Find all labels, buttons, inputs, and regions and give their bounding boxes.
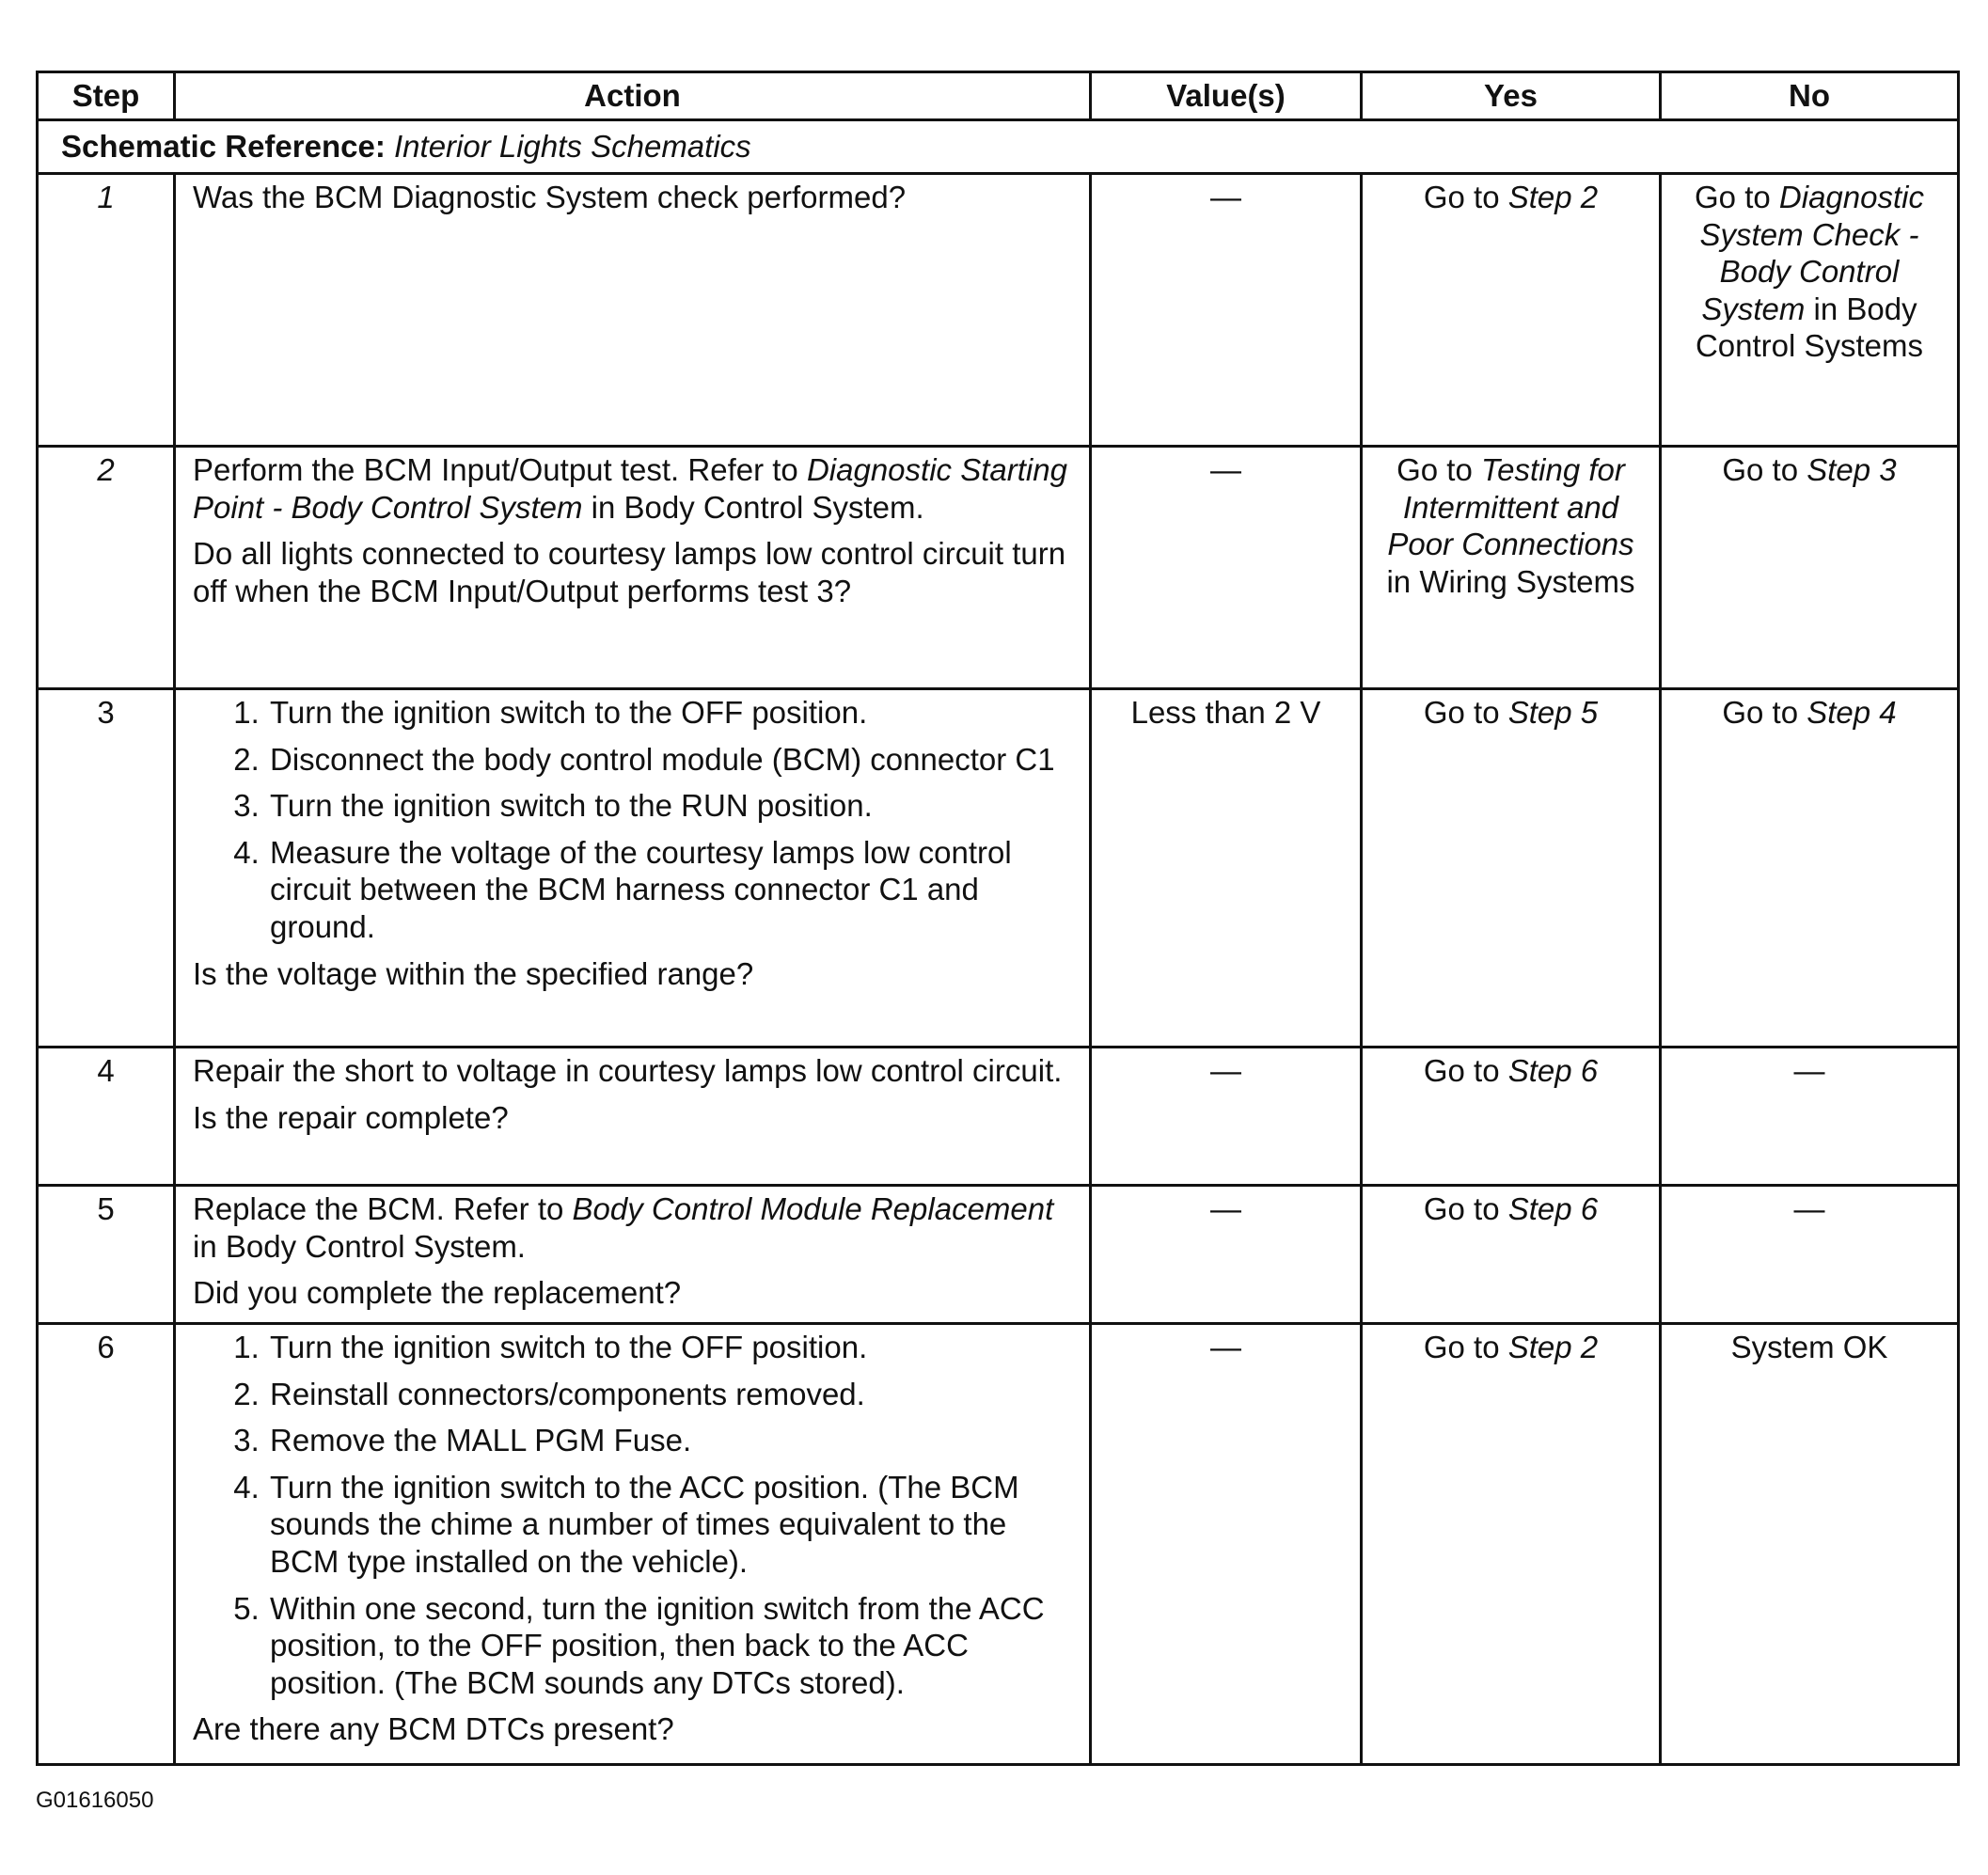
action-question: Is the voltage within the specified range? [193, 955, 754, 991]
step-number: 5 [38, 1186, 175, 1324]
action-question: Do all lights connected to courtesy lamps low control circuit turn off when the BCM Input/Output performs test 3? [193, 536, 1066, 608]
no-cell: — [1661, 1048, 1959, 1186]
yes-prefix: Go to [1396, 452, 1481, 487]
yes-cell [1362, 689, 1661, 1048]
step-number: 6 [38, 1324, 175, 1765]
schematic-reference [38, 120, 1959, 174]
action-link[interactable]: Diagnostic Starting Point - Body Control System [193, 452, 1067, 525]
list-item: 4. Turn the ignition switch to the ACC position. (The BCM sounds the chime a number of times equivalent to the BCM type installed on the vehicle). [268, 1469, 1072, 1581]
yes-prefix: Go to [1423, 1191, 1508, 1226]
yes-prefix: Go to [1423, 1053, 1508, 1088]
action-cell [175, 1186, 1091, 1324]
yes-suffix: in Wiring Systems [1386, 563, 1635, 599]
no-cell [1661, 689, 1959, 1048]
yes-cell [1362, 1324, 1661, 1765]
action-cell [175, 689, 1091, 1048]
header-values: Value(s) [1091, 72, 1362, 120]
table-row [38, 174, 1959, 447]
yes-cell [1362, 1048, 1661, 1186]
yes-prefix: Go to [1423, 695, 1508, 730]
action-steps-list [193, 694, 1072, 946]
value-cell: — [1091, 1186, 1362, 1324]
yes-link[interactable]: Step 2 [1507, 1330, 1599, 1364]
action-prefix: Perform the BCM Input/Output test. Refer to [193, 452, 807, 487]
value-cell: — [1091, 1324, 1362, 1765]
no-prefix: Go to [1722, 695, 1807, 730]
action-text [193, 451, 1072, 526]
action-cell [175, 447, 1091, 689]
yes-link[interactable]: Step 5 [1507, 695, 1599, 730]
header-no: No [1661, 72, 1959, 120]
yes-link[interactable]: Step 6 [1507, 1053, 1599, 1088]
no-cell [1661, 174, 1959, 447]
list-item: 4. Measure the voltage of the courtesy lamps low control circuit between the BCM harness connector C1 and ground. [268, 834, 1072, 946]
yes-prefix: Go to [1423, 180, 1508, 214]
diagnostic-table [36, 71, 1960, 1766]
yes-link[interactable]: Step 2 [1507, 180, 1599, 214]
schematic-reference-row [38, 120, 1959, 174]
action-text: Repair the short to voltage in courtesy lamps low control circuit. [193, 1053, 1063, 1088]
header-action: Action [175, 72, 1091, 120]
no-cell: — [1661, 1186, 1959, 1324]
action-cell [175, 1324, 1091, 1765]
value-cell: — [1091, 447, 1362, 689]
yes-link[interactable]: Testing for Intermittent and Poor Connections [1387, 452, 1634, 562]
action-text: Was the BCM Diagnostic System check performed? [193, 180, 907, 214]
no-prefix: Go to [1695, 180, 1779, 214]
step-number: 3 [38, 689, 175, 1048]
action-suffix: in Body Control System. [193, 1228, 526, 1264]
yes-cell [1362, 174, 1661, 447]
value-cell: Less than 2 V [1091, 689, 1362, 1048]
step-number: 1 [38, 174, 175, 447]
list-item: 1. Turn the ignition switch to the OFF position. [268, 694, 1072, 732]
list-item: 3. Remove the MALL PGM Fuse. [268, 1422, 1072, 1459]
yes-cell [1362, 1186, 1661, 1324]
table-row [38, 1048, 1959, 1186]
value-cell: — [1091, 174, 1362, 447]
schematic-link[interactable]: Interior Lights Schematics [394, 129, 751, 165]
table-row [38, 689, 1959, 1048]
action-question: Is the repair complete? [193, 1099, 509, 1135]
list-item: 5. Within one second, turn the ignition switch from the ACC position, to the OFF position, then back to the ACC position. (The BCM sounds any DTCs stored). [268, 1590, 1072, 1702]
yes-link[interactable]: Step 6 [1507, 1191, 1599, 1226]
action-link[interactable]: Body Control Module Replacement [572, 1191, 1054, 1226]
no-prefix: Go to [1722, 452, 1807, 487]
action-steps-list [193, 1329, 1072, 1701]
step-number: 4 [38, 1048, 175, 1186]
action-cell [175, 174, 1091, 447]
table-row [38, 447, 1959, 689]
table-row [38, 1324, 1959, 1765]
action-suffix: in Body Control System. [582, 489, 924, 525]
no-link[interactable]: Step 3 [1807, 452, 1897, 487]
list-item: 3. Turn the ignition switch to the RUN position. [268, 787, 1072, 825]
table-row [38, 1186, 1959, 1324]
action-question: Did you complete the replacement? [193, 1275, 682, 1311]
value-cell: — [1091, 1048, 1362, 1186]
figure-id: G01616050 [36, 1788, 154, 1813]
yes-prefix: Go to [1423, 1330, 1508, 1364]
no-link[interactable]: Step 4 [1807, 695, 1897, 730]
no-link[interactable]: Diagnostic System Check - Body Control System [1699, 180, 1924, 326]
action-prefix: Replace the BCM. Refer to [193, 1191, 573, 1226]
yes-cell [1362, 447, 1661, 689]
no-suffix: in Body Control Systems [1695, 291, 1924, 364]
schematic-label: Schematic Reference: [61, 129, 386, 165]
header-yes: Yes [1362, 72, 1661, 120]
header-step: Step [38, 72, 175, 120]
no-cell: System OK [1661, 1324, 1959, 1765]
header-row [38, 72, 1959, 120]
no-cell [1661, 447, 1959, 689]
action-text [193, 1190, 1072, 1265]
list-item: 2. Disconnect the body control module (BCM) connector C1 [268, 741, 1072, 779]
list-item: 1. Turn the ignition switch to the OFF position. [268, 1329, 1072, 1366]
list-item: 2. Reinstall connectors/components removed. [268, 1376, 1072, 1413]
step-number: 2 [38, 447, 175, 689]
action-cell [175, 1048, 1091, 1186]
action-question: Are there any BCM DTCs present? [193, 1711, 674, 1747]
